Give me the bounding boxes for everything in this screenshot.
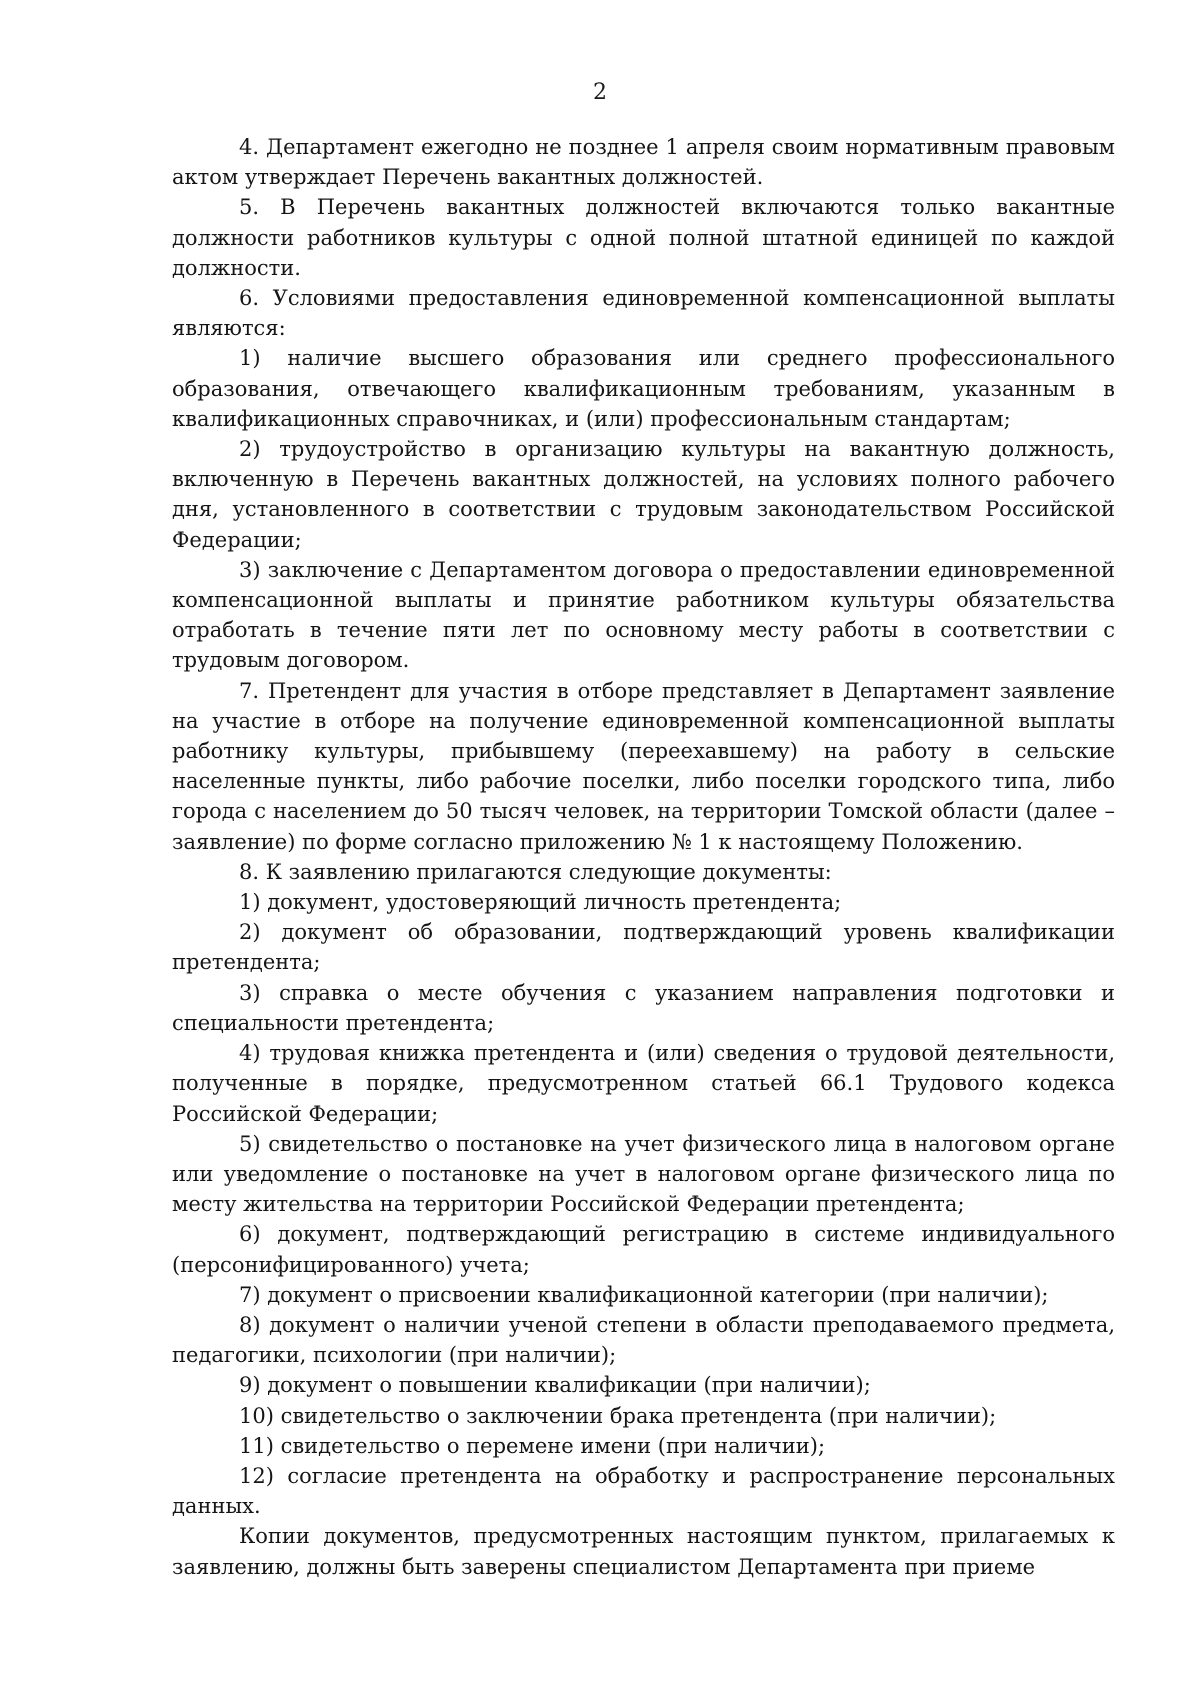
paragraph-item-5: 5. В Перечень вакантных должностей включаются только вакантные должности работников культуры с одной полной штатной единицей по каждой должности. bbox=[172, 195, 1115, 280]
document-list-item-7: 7) документ о присвоении квалификационной категории (при наличии); bbox=[239, 1282, 1049, 1307]
document-list-item-5: 5) свидетельство о постановке на учет физического лица в налоговом органе или уведомление о постановке на учет в налоговом органе физического лица по месту жительства на территории Российской Федерации претендента; bbox=[172, 1131, 1115, 1217]
document-list-item-10: 10) свидетельство о заключении брака претендента (при наличии); bbox=[239, 1403, 997, 1428]
paragraph-item-7: 7. Претендент для участия в отборе представляет в Департамент заявление на участие в отборе на получение единовременной компенсационной выплаты работнику культуры, прибывшему (переехавшему) на работу в сельские населенные пункты, либо рабочие поселки, либо поселки городского типа, либо города с населением до 50 тысяч человек, на территории Томской области (далее – заявление) по форме согласно приложению № 1 к настоящему Положению. bbox=[172, 678, 1115, 854]
document-list-item-11: 11) свидетельство о перемене имени (при наличии); bbox=[239, 1433, 826, 1458]
document-list-item-6: 6) документ, подтверждающий регистрацию в системе индивидуального (персонифицированного) учета; bbox=[172, 1222, 1115, 1277]
condition-2: 2) трудоустройство в организацию культуры на вакантную должность, включенную в Перечень вакантных должностей, на условиях полного рабочего дня, установленного в соответствии с трудовым законодательством Российской Федерации; bbox=[172, 437, 1115, 552]
condition-1: 1) наличие высшего образования или среднего профессионального образования, отвечающего квалификационным требованиям, указанным в квалификационных справочниках, и (или) профессиональным стандартам; bbox=[172, 346, 1115, 431]
paragraph-item-6: 6. Условиями предоставления единовременной компенсационной выплаты являются: bbox=[172, 286, 1115, 341]
document-body bbox=[172, 132, 1115, 1582]
document-list-item-12: 12) согласие претендента на обработку и распространение персональных данных. bbox=[172, 1463, 1115, 1519]
document-list-item-2: 2) документ об образовании, подтверждающий уровень квалификации претендента; bbox=[172, 920, 1115, 975]
paragraph-item-4: 4. Департамент ежегодно не позднее 1 апреля своим нормативным правовым актом утверждает Перечень вакантных должностей. bbox=[172, 135, 1115, 190]
page-number: 2 bbox=[593, 80, 607, 105]
document-list-item-1: 1) документ, удостоверяющий личность претендента; bbox=[239, 890, 842, 915]
document-list-item-3: 3) справка о месте обучения с указанием направления подготовки и специальности претендента; bbox=[172, 980, 1115, 1035]
condition-3: 3) заключение с Департаментом договора о предоставлении единовременной компенсационной выплаты и принятие работником культуры обязательства отработать в течение пяти лет по основному месту работы в соответствии с трудовым договором. bbox=[172, 557, 1115, 673]
document-list-item-4: 4) трудовая книжка претендента и (или) сведения о трудовой деятельности, полученные в порядке, предусмотренном статьей 66.1 Трудового кодекса Российской Федерации; bbox=[172, 1041, 1115, 1126]
paragraph-item-8: 8. К заявлению прилагаются следующие документы: bbox=[239, 859, 832, 884]
document-list-item-8: 8) документ о наличии ученой степени в области преподаваемого предмета, педагогики, психологии (при наличии); bbox=[172, 1312, 1115, 1368]
copies-paragraph: Копии документов, предусмотренных настоящим пунктом, прилагаемых к заявлению, должны быть заверены специалистом Департамента при приеме bbox=[172, 1524, 1115, 1579]
document-list-item-9: 9) документ о повышении квалификации (при наличии); bbox=[239, 1373, 871, 1398]
